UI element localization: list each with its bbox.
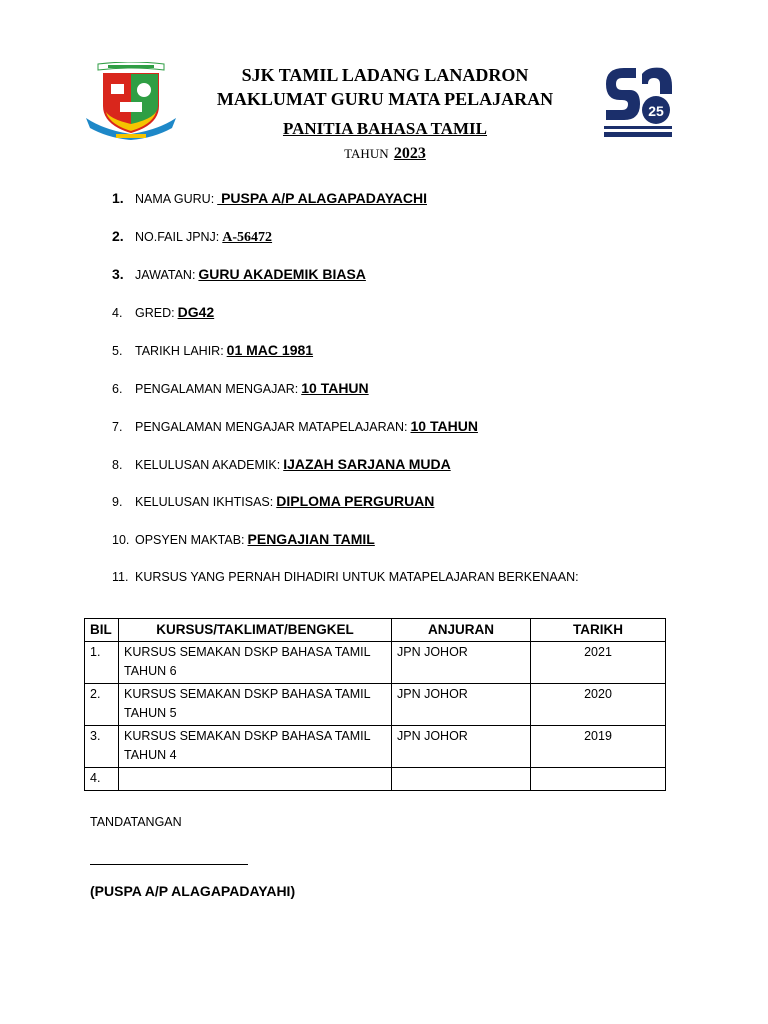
info-number: 1. xyxy=(112,190,124,206)
cell-organizer xyxy=(392,768,531,791)
info-row-courses-attended xyxy=(112,566,579,588)
info-label: PENGALAMAN MENGAJAR MATAPELAJARAN: xyxy=(135,420,408,434)
info-row-birth-date xyxy=(112,339,313,361)
info-number: 10. xyxy=(112,533,130,547)
table-row xyxy=(85,684,666,726)
info-label: PENGALAMAN MENGAJAR: xyxy=(135,382,299,396)
info-row-grade xyxy=(112,301,214,323)
header-bil: BIL xyxy=(85,619,119,642)
info-row-academic-qualification xyxy=(112,453,451,475)
cell-date: 2021 xyxy=(531,642,666,684)
signatory-name: (PUSPA A/P ALAGAPADAYAHI) xyxy=(90,883,296,899)
info-value: PENGAJIAN TAMIL xyxy=(247,531,375,547)
svg-text:25: 25 xyxy=(648,103,664,119)
table-row xyxy=(85,768,666,791)
header-course: KURSUS/TAKLIMAT/BENGKEL xyxy=(119,619,392,642)
info-label: TARIKH LAHIR: xyxy=(135,344,224,358)
info-number: 7. xyxy=(112,420,123,434)
cell-course: KURSUS SEMAKAN DSKP BAHASA TAMIL TAHUN 5 xyxy=(119,684,392,726)
s25-emblem-logo xyxy=(602,64,674,140)
info-value: GURU AKADEMIK BIASA xyxy=(198,266,366,282)
info-number: 5. xyxy=(112,344,123,358)
cell-date: 2020 xyxy=(531,684,666,726)
info-value: IJAZAH SARJANA MUDA xyxy=(283,456,451,472)
cell-bil: 4. xyxy=(85,768,119,791)
cell-date xyxy=(531,768,666,791)
info-number: 3. xyxy=(112,266,124,282)
cell-course: KURSUS SEMAKAN DSKP BAHASA TAMIL TAHUN 6 xyxy=(119,642,392,684)
info-number: 6. xyxy=(112,382,123,396)
cell-organizer: JPN JOHOR xyxy=(392,726,531,768)
info-row-name xyxy=(112,187,427,209)
cell-organizer: JPN JOHOR xyxy=(392,642,531,684)
info-number: 8. xyxy=(112,458,123,472)
table-row xyxy=(85,726,666,768)
cell-bil: 2. xyxy=(85,684,119,726)
info-number: 2. xyxy=(112,228,124,244)
document-title: MAKLUMAT GURU MATA PELAJARAN xyxy=(216,89,554,109)
cell-bil: 3. xyxy=(85,726,119,768)
signature-label: TANDATANGAN xyxy=(90,815,182,829)
info-number: 4. xyxy=(112,306,123,320)
table-row xyxy=(85,642,666,684)
info-label: KELULUSAN AKADEMIK: xyxy=(135,458,281,472)
school-crest-logo xyxy=(84,62,178,144)
header-organizer: ANJURAN xyxy=(392,619,531,642)
info-value: 10 TAHUN xyxy=(410,418,478,434)
year-line xyxy=(180,145,590,163)
info-value: 10 TAHUN xyxy=(301,380,369,396)
info-label: GRED: xyxy=(135,306,175,320)
school-name: SJK TAMIL LADANG LANADRON xyxy=(241,65,529,85)
cell-bil: 1. xyxy=(85,642,119,684)
year-value: 2023 xyxy=(393,145,426,162)
info-row-position xyxy=(112,263,366,285)
info-row-teaching-experience xyxy=(112,377,369,399)
info-row-professional-qualification xyxy=(112,490,434,512)
info-label: NO.FAIL JPNJ: xyxy=(135,230,220,244)
signature-line xyxy=(90,864,248,865)
cell-organizer: JPN JOHOR xyxy=(392,684,531,726)
info-value: A-56472 xyxy=(222,230,273,245)
info-label: NAMA GURU: xyxy=(135,192,215,206)
header-date: TARIKH xyxy=(531,619,666,642)
cell-course: KURSUS SEMAKAN DSKP BAHASA TAMIL TAHUN 4 xyxy=(119,726,392,768)
info-value: DIPLOMA PERGURUAN xyxy=(276,493,435,509)
year-label: TAHUN xyxy=(344,146,389,161)
info-label: OPSYEN MAKTAB: xyxy=(135,533,245,547)
info-number: 9. xyxy=(112,495,123,509)
panel-title: PANITIA BAHASA TAMIL xyxy=(282,119,488,138)
info-label: KELULUSAN IKHTISAS: xyxy=(135,495,274,509)
info-row-subject-experience xyxy=(112,415,478,437)
courses-table xyxy=(84,618,666,791)
info-label: JAWATAN: xyxy=(135,268,196,282)
info-value: PUSPA A/P ALAGAPADAYACHI xyxy=(217,190,427,206)
cell-course xyxy=(119,768,392,791)
info-label: KURSUS YANG PERNAH DIHADIRI UNTUK MATAPELAJARAN BERKENAAN: xyxy=(135,570,579,584)
info-number: 11. xyxy=(112,570,129,584)
table-header-row xyxy=(85,619,666,642)
info-value: 01 MAC 1981 xyxy=(226,342,314,358)
info-row-college-option xyxy=(112,528,375,550)
info-value: DG42 xyxy=(177,304,215,320)
cell-date: 2019 xyxy=(531,726,666,768)
info-row-file-number xyxy=(112,225,272,247)
